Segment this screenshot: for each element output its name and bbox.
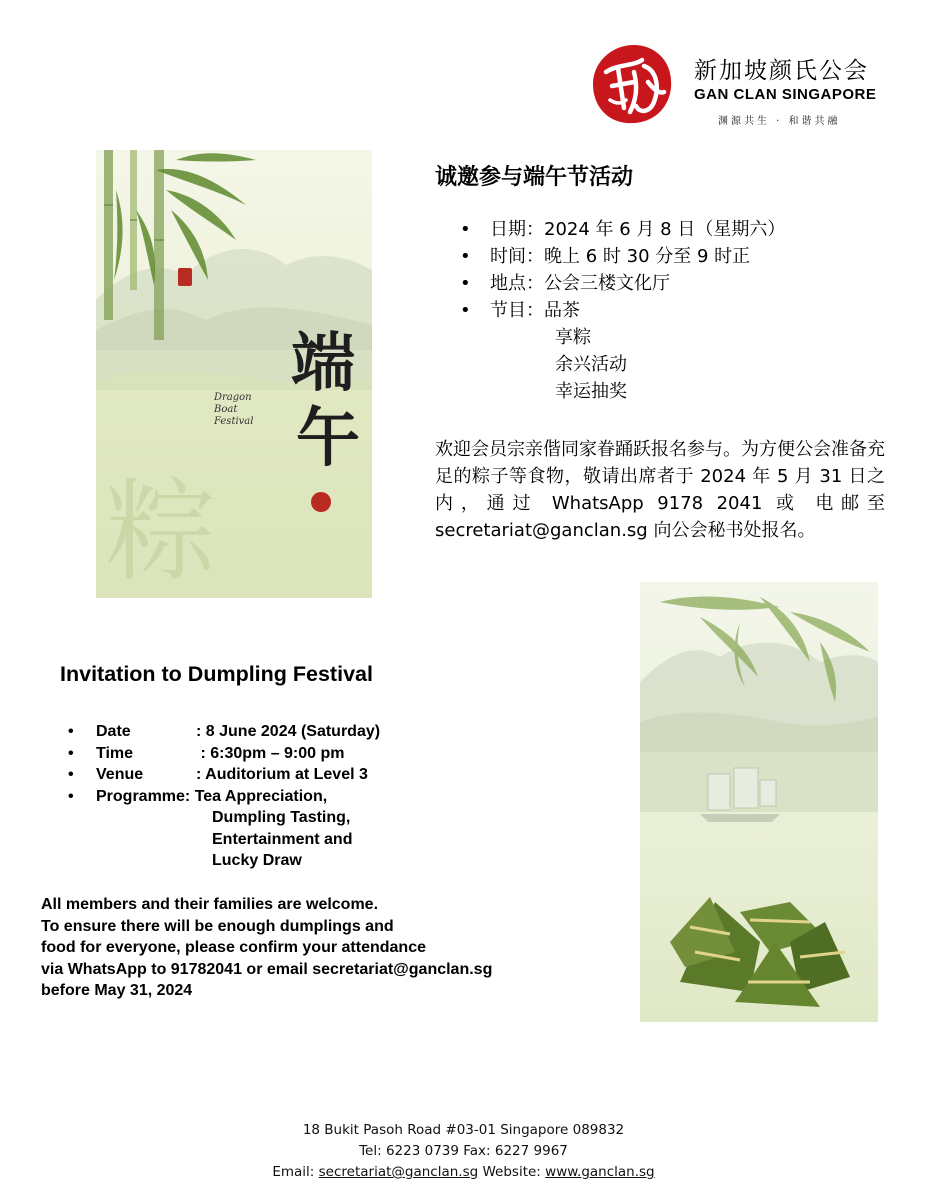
venue-value-zh: 公会三楼文化厅 xyxy=(544,273,670,294)
programme-value-zh: 品茶 xyxy=(544,300,580,321)
programme-value: : Tea Appreciation, xyxy=(184,787,328,805)
clan-logo xyxy=(590,42,890,132)
time-label: Time xyxy=(96,744,134,762)
programme-item: Entertainment and xyxy=(212,830,353,848)
list-item-programme-zh xyxy=(460,297,785,324)
list-item-date-zh xyxy=(460,216,785,243)
list-item-time xyxy=(68,743,380,765)
chinese-registration-paragraph: 欢迎会员宗亲偕同家眷踊跃报名参与。为方便公会准备充足的粽子等食物，敬请出席者于 2024 年 5 月 31 日之内，通过 WhatsApp 9178 2041 或 电邮至 secretariat@ganclan.sg 向公会秘书处报名。 xyxy=(435,439,885,541)
programme-label: Programme xyxy=(96,787,185,805)
venue-label-zh: 地点： xyxy=(490,273,544,294)
time-label-zh: 时间： xyxy=(490,246,544,267)
paragraph-line: before May 31, 2024 xyxy=(41,982,193,999)
calligraphy-wu: 午 xyxy=(296,401,360,476)
list-item-venue-zh xyxy=(460,270,785,297)
clan-seal-icon xyxy=(590,42,674,126)
clan-name-english: GAN CLAN SINGAPORE xyxy=(694,86,877,103)
date-value: : 8 June 2024 (Saturday) xyxy=(196,723,381,740)
programme-item-zh: 享粽 xyxy=(555,327,591,348)
caption-festival: Festival xyxy=(214,416,254,427)
paragraph-line: All members and their families are welcome. xyxy=(41,896,379,913)
programme-label-zh: 节目： xyxy=(490,300,544,321)
paragraph-line: To ensure there will be enough dumplings and xyxy=(41,917,394,935)
list-item-programme xyxy=(68,786,380,808)
footer-email-website xyxy=(0,1162,927,1183)
clan-name-chinese: 新加坡颜氏公会 xyxy=(694,58,869,84)
paragraph-line: via WhatsApp to 91782041 or email secretariat@ganclan.sg xyxy=(41,960,493,978)
chinese-event-details xyxy=(460,216,785,405)
venue-value: : Auditorium at Level 3 xyxy=(196,766,368,783)
list-item-date xyxy=(68,721,380,743)
clan-motto: 渊源共生 · 和谐共融 xyxy=(718,116,841,127)
english-registration-paragraph xyxy=(41,894,492,1002)
time-value-zh: 晚上 6 时 30 分至 9 时正 xyxy=(544,246,751,267)
footer-phone: Tel: 6223 0739 Fax: 6227 9967 xyxy=(359,1143,568,1159)
list-item-venue xyxy=(68,764,380,786)
rice-dumplings-image xyxy=(640,582,878,1022)
english-invitation-title: Invitation to Dumpling Festival xyxy=(60,662,373,686)
dragon-boat-festival-card-image xyxy=(96,150,372,598)
list-item-time-zh xyxy=(460,243,785,270)
email-link[interactable]: secretariat@ganclan.sg xyxy=(318,1164,479,1180)
website-link[interactable]: www.ganclan.sg xyxy=(545,1164,655,1180)
programme-item: Dumpling Tasting, xyxy=(212,809,351,826)
venue-label: Venue xyxy=(96,766,144,783)
date-label-zh: 日期： xyxy=(490,219,544,240)
date-value-zh: 2024 年 6 月 8 日（星期六） xyxy=(544,219,786,240)
email-label: Email: xyxy=(272,1164,319,1180)
watermark-zong: 粽 xyxy=(106,468,216,596)
caption-boat: Boat xyxy=(214,404,238,415)
chinese-invitation-title: 诚邀参与端午节活动 xyxy=(435,165,634,190)
footer-contact xyxy=(0,1120,927,1183)
website-label: Website: xyxy=(478,1164,546,1180)
programme-item-zh: 幸运抽奖 xyxy=(555,381,627,402)
english-event-details xyxy=(68,721,380,872)
paragraph-line: food for everyone, please confirm your attendance xyxy=(41,939,426,956)
calligraphy-duan: 端 xyxy=(291,326,355,401)
programme-item-zh: 余兴活动 xyxy=(555,354,627,375)
time-value: : 6:30pm – 9:00 pm xyxy=(196,744,345,762)
programme-item: Lucky Draw xyxy=(212,852,302,869)
footer-address: 18 Bukit Pasoh Road #03-01 Singapore 089832 xyxy=(302,1122,625,1138)
date-label: Date xyxy=(96,723,131,740)
caption-dragon: Dragon xyxy=(214,392,252,403)
